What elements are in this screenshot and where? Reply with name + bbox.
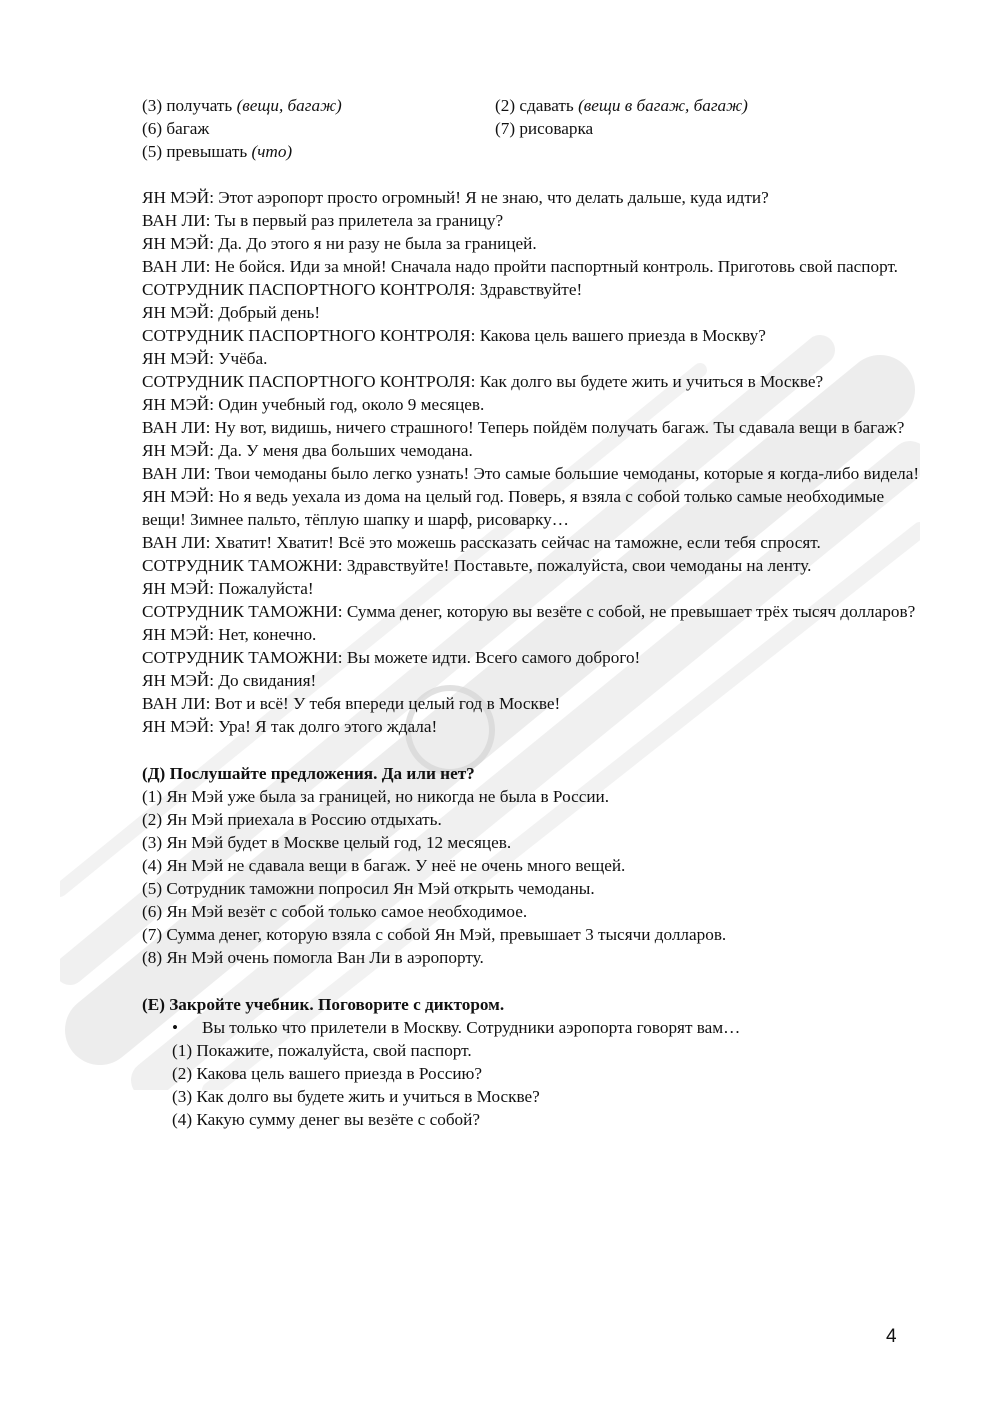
prompt-item: (4) Какую сумму денег вы везёте с собой? [172, 1110, 480, 1129]
dialogue-line: ЯН МЭЙ: Да. У меня два больших чемодана. [142, 441, 473, 460]
vocab-item: (3) получать (вещи, багаж) [142, 96, 342, 115]
section-d-list [142, 785, 922, 969]
page-number: 4 [886, 1326, 897, 1347]
vocab-item: (5) превышать (что) [142, 142, 293, 161]
dialogue-line: ВАН ЛИ: Не бойся. Иди за мной! Сначала надо пройти паспортный контроль. Приготовь свой паспорт. [142, 257, 898, 276]
dialogue-line: ВАН ЛИ: Хватит! Хватит! Всё это можешь рассказать сейчас на таможне, если тебя спросят. [142, 533, 821, 552]
dialogue-line: СОТРУДНИК ТАМОЖНИ: Здравствуйте! Поставьте, пожалуйста, свои чемоданы на ленту. [142, 556, 812, 575]
exercise-item: (3) Ян Мэй будет в Москве целый год, 12 месяцев. [142, 833, 512, 852]
vocab-item: (6) багаж [142, 119, 210, 138]
dialogue-line: СОТРУДНИК ПАСПОРТНОГО КОНТРОЛЯ: Здравствуйте! [142, 280, 583, 299]
exercise-item: (8) Ян Мэй очень помогла Ван Ли в аэропорту. [142, 948, 484, 967]
dialogue-line: ЯН МЭЙ: Этот аэропорт просто огромный! Я не знаю, что делать дальше, куда идти? [142, 188, 769, 207]
dialogue-line: ЯН МЭЙ: До свидания! [142, 671, 317, 690]
dialogue-line: ЯН МЭЙ: Да. До этого я ни разу не была за границей. [142, 234, 537, 253]
dialogue-line: ЯН МЭЙ: Нет, конечно. [142, 625, 317, 644]
vocab-item: (2) сдавать (вещи в багаж, багаж) [495, 96, 748, 115]
section-e-list [142, 1016, 922, 1131]
dialogue-line: ЯН МЭЙ: Ура! Я так долго этого ждала! [142, 717, 438, 736]
bullet-icon: • [172, 1018, 179, 1037]
section-d-heading: (Д) Послушайте предложения. Да или нет? [142, 764, 475, 783]
exercise-item: (5) Сотрудник таможни попросил Ян Мэй открыть чемоданы. [142, 879, 595, 898]
exercise-item: (2) Ян Мэй приехала в Россию отдыхать. [142, 810, 442, 829]
section-e-heading: (Е) Закройте учебник. Поговорите с диктором. [142, 995, 505, 1014]
dialogue-line: ЯН МЭЙ: Добрый день! [142, 303, 321, 322]
dialogue-line: ВАН ЛИ: Ну вот, видишь, ничего страшного! Теперь пойдём получать багаж. Ты сдавала вещи в багаж? [142, 418, 905, 437]
dialogue-line: ВАН ЛИ: Твои чемоданы было легко узнать! Это самые большие чемоданы, которые я когда-либо видела! [142, 464, 920, 483]
bullet-item: • Вы только что прилетели в Москву. Сотрудники аэропорта говорят вам… [172, 1018, 741, 1037]
vocab-item: (7) рисоварка [495, 119, 594, 138]
dialogue-line: ВАН ЛИ: Вот и всё! У тебя впереди целый год в Москве! [142, 694, 561, 713]
exercise-item: (6) Ян Мэй везёт с собой только самое необходимое. [142, 902, 528, 921]
prompt-item: (2) Какова цель вашего приезда в Россию? [172, 1064, 482, 1083]
vocabulary-list [142, 94, 922, 163]
prompt-item: (3) Как долго вы будете жить и учиться в Москве? [172, 1087, 540, 1106]
dialogue-line: ЯН МЭЙ: Но я ведь уехала из дома на целый год. Поверь, я взяла с собой только самые необходимые вещи! Зимнее пальто, тёплую шапку и шарф, рисоварку… [142, 487, 885, 529]
exercise-item: (1) Ян Мэй уже была за границей, но никогда не была в России. [142, 787, 610, 806]
exercise-item: (4) Ян Мэй не сдавала вещи в багаж. У неё не очень много вещей. [142, 856, 626, 875]
dialogue-line: ЯН МЭЙ: Один учебный год, около 9 месяцев. [142, 395, 485, 414]
prompt-item: (1) Покажите, пожалуйста, свой паспорт. [172, 1041, 472, 1060]
dialogue-line: ЯН МЭЙ: Учёба. [142, 349, 268, 368]
dialogue-line: СОТРУДНИК ПАСПОРТНОГО КОНТРОЛЯ: Какова цель вашего приезда в Москву? [142, 326, 766, 345]
dialogue-line: СОТРУДНИК ПАСПОРТНОГО КОНТРОЛЯ: Как долго вы будете жить и учиться в Москве? [142, 372, 824, 391]
dialogue [142, 186, 922, 738]
document-content [142, 94, 922, 1131]
dialogue-line: ЯН МЭЙ: Пожалуйста! [142, 579, 314, 598]
exercise-item: (7) Сумма денег, которую взяла с собой Ян Мэй, превышает 3 тысячи долларов. [142, 925, 727, 944]
dialogue-line: СОТРУДНИК ТАМОЖНИ: Вы можете идти. Всего самого доброго! [142, 648, 641, 667]
dialogue-line: ВАН ЛИ: Ты в первый раз прилетела за границу? [142, 211, 504, 230]
dialogue-line: СОТРУДНИК ТАМОЖНИ: Сумма денег, которую вы везёте с собой, не превышает трёх тысяч долларов? [142, 602, 916, 621]
